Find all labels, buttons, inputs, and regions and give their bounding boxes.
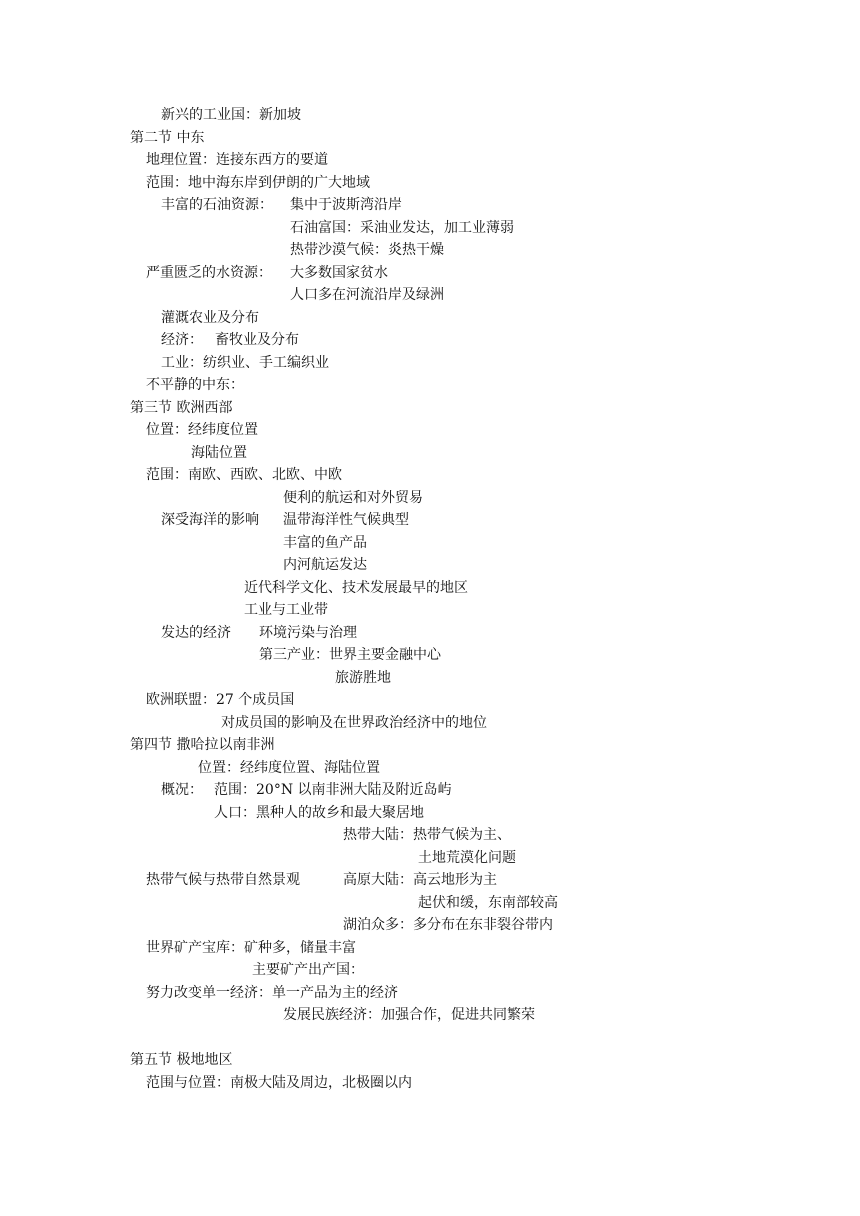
section-heading: 第四节 撒哈拉以南非洲	[130, 737, 275, 753]
text-line: 石油富国：采油业发达，加工业薄弱	[290, 220, 514, 236]
text-line: 丰富的鱼产品	[283, 535, 367, 551]
text-line: 位置：经纬度位置	[146, 422, 258, 438]
text-line: 深受海洋的影响	[161, 512, 259, 528]
text-line: 工业：纺织业、手工编织业	[161, 355, 329, 371]
section-heading: 第三节 欧洲西部	[130, 400, 233, 416]
text-line: 地理位置：连接东西方的要道	[146, 152, 328, 168]
text-line: 欧洲联盟：27 个成员国	[146, 692, 295, 708]
text-line: 范围：地中海东岸到伊朗的广大地域	[146, 175, 370, 191]
text-line: 工业与工业带	[244, 602, 328, 618]
text-line: 温带海洋性气候典型	[283, 512, 409, 528]
text-line: 热带大陆：热带气候为主、	[343, 827, 511, 843]
text-line: 第三产业：世界主要金融中心	[259, 647, 441, 663]
text-line: 畜牧业及分布	[215, 332, 299, 348]
text-line: 经济：	[161, 332, 203, 348]
text-line: 不平静的中东：	[146, 377, 244, 393]
text-line: 人口：黑种人的故乡和最大聚居地	[214, 805, 424, 821]
text-line: 世界矿产宝库：矿种多，储量丰富	[146, 940, 356, 956]
text-line: 内河航运发达	[283, 557, 367, 573]
text-line: 近代科学文化、技术发展最早的地区	[244, 580, 468, 596]
text-line: 旅游胜地	[335, 670, 391, 686]
section-heading: 第五节 极地地区	[130, 1052, 233, 1068]
text-line: 发达的经济	[161, 625, 231, 641]
text-line: 灌溉农业及分布	[161, 310, 259, 326]
text-line: 集中于波斯湾沿岸	[290, 197, 402, 213]
text-line: 位置：经纬度位置、海陆位置	[198, 760, 380, 776]
text-line: 起伏和缓，东南部较高	[418, 895, 558, 911]
text-line: 环境污染与治理	[259, 625, 357, 641]
text-line: 海陆位置	[191, 445, 247, 461]
text-line: 便利的航运和对外贸易	[283, 490, 423, 506]
text-line: 范围：20°N 以南非洲大陆及附近岛屿	[214, 782, 452, 798]
text-line: 严重匮乏的水资源：	[146, 265, 272, 281]
text-line: 努力改变单一经济：单一产品为主的经济	[146, 985, 398, 1001]
section-heading: 第二节 中东	[130, 130, 205, 146]
text-line: 范围与位置：南极大陆及周边，北极圈以内	[146, 1075, 412, 1091]
text-line: 丰富的石油资源：	[161, 197, 273, 213]
text-line: 热带沙漠气候：炎热干燥	[290, 242, 444, 258]
text-line: 湖泊众多：多分布在东非裂谷带内	[343, 917, 553, 933]
text-line: 高原大陆：高云地形为主	[343, 872, 497, 888]
text-line: 土地荒漠化问题	[418, 850, 516, 866]
text-line: 发展民族经济：加强合作，促进共同繁荣	[283, 1007, 535, 1023]
text-line: 概况：	[161, 782, 203, 798]
text-line: 主要矿产出产国：	[252, 962, 364, 978]
text-line: 人口多在河流沿岸及绿洲	[290, 287, 444, 303]
text-line: 热带气候与热带自然景观	[146, 872, 300, 888]
text-line: 对成员国的影响及在世界政治经济中的地位	[221, 715, 487, 731]
text-line: 范围：南欧、西欧、北欧、中欧	[146, 467, 342, 483]
text-line: 大多数国家贫水	[290, 265, 388, 281]
text-line: 新兴的工业国：新加坡	[161, 107, 301, 123]
